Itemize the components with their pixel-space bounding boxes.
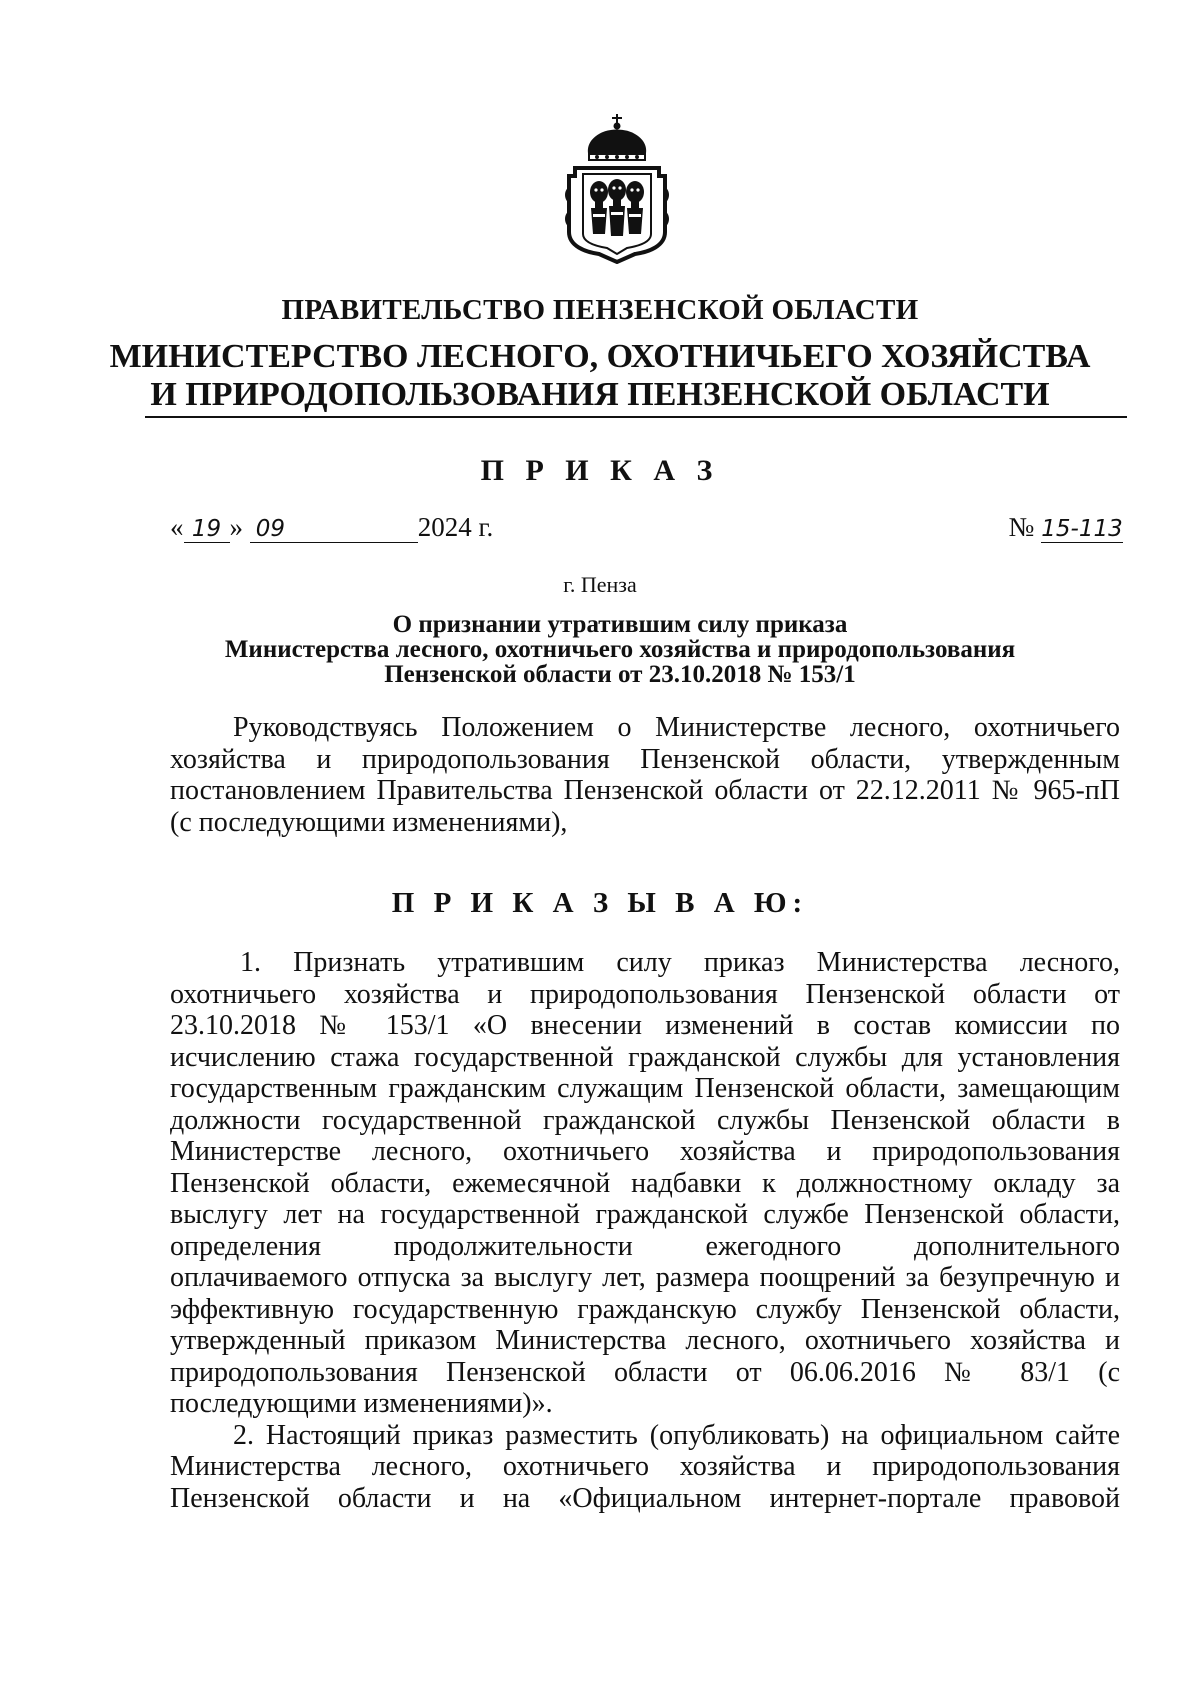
text-line: должности государственной гражданской службы Пензенской области в — [170, 1104, 1120, 1136]
text-line: (с последующими изменениями), — [170, 806, 568, 838]
text-line: природопользования Пензенской области от 06.06.2016 № 83/1 (с — [170, 1356, 1120, 1388]
text-line: утвержденный приказом Министерства лесного, охотничьего хозяйства и — [170, 1325, 1120, 1356]
ministry-name-line2: И ПРИРОДОПОЛЬЗОВАНИЯ ПЕНЗЕНСКОЙ ОБЛАСТИ — [150, 376, 1050, 413]
text-line: Министерства лесного, охотничьего хозяйства и природопользования — [170, 1451, 1120, 1482]
text-line: постановлением Правительства Пензенской области от 22.12.2011 № 965-пП — [170, 775, 1120, 806]
penza-coat-of-arms-icon — [565, 112, 670, 264]
text-line: последующими изменениями)». — [170, 1388, 553, 1419]
text-line: 1. Признать утратившим силу приказ Министерства лесного, — [240, 947, 1120, 978]
header-divider — [145, 416, 1127, 418]
text-line: исчислению стажа государственной гражданской службы для установления — [170, 1041, 1120, 1073]
number-value: 15-113 — [1041, 516, 1123, 542]
document-type: П Р И К А З — [480, 454, 720, 487]
order-item-1 — [170, 947, 1120, 1420]
order-items — [170, 947, 1120, 1514]
date-day: 19 — [184, 516, 230, 543]
text-line: Руководствуясь Положением о Министерстве лесного, охотничьего — [233, 712, 1120, 743]
text-line: государственным гражданским служащим Пензенской области, замещающим — [170, 1073, 1120, 1104]
subject-line: Министерства лесного, охотничьего хозяйства и природопользования — [224, 636, 1016, 663]
city: г. Пенза — [563, 572, 637, 597]
text-line: хозяйства и природопользования Пензенской области, утвержденным — [170, 743, 1120, 775]
order-heading: П Р И К А З Ы В А Ю: — [391, 887, 809, 919]
date-quote-open: « — [170, 512, 184, 542]
text-line: определения продолжительности ежегодного дополнительного — [170, 1230, 1120, 1262]
text-line: Министерстве лесного, охотничьего хозяйства и природопользования — [170, 1136, 1120, 1167]
text-line: 2. Настоящий приказ разместить (опубликовать) на официальном сайте — [233, 1419, 1120, 1451]
ministry-name-line1: МИНИСТЕРСТВО ЛЕСНОГО, ОХОТНИЧЬЕГО ХОЗЯЙСТВА — [109, 338, 1091, 375]
text-line: оплачиваемого отпуска за выслугу лет, размера поощрений за безупречную и — [170, 1262, 1120, 1293]
text-line: 23.10.2018 № 153/1 «О внесении изменений в состав комиссии по — [170, 1010, 1120, 1041]
document-number — [1008, 512, 1123, 543]
subject-line: О признании утратившим силу приказа — [392, 611, 848, 638]
order-item-2 — [170, 1420, 1120, 1515]
government-name: ПРАВИТЕЛЬСТВО ПЕНЗЕНСКОЙ ОБЛАСТИ — [281, 294, 919, 326]
document-subject — [150, 612, 1090, 687]
date-quote-close: » — [229, 512, 243, 542]
document-date — [170, 512, 493, 543]
text-line: охотничьего хозяйства и природопользования Пензенской области от — [170, 978, 1120, 1010]
text-line: Пензенской области, ежемесячной надбавки к должностному окладу за — [170, 1167, 1120, 1199]
preamble-paragraph — [170, 712, 1120, 838]
date-year: 2024 г. — [417, 512, 494, 542]
subject-line: Пензенской области от 23.10.2018 № 153/1 — [384, 661, 856, 688]
text-line: выслугу лет на государственной гражданской службе Пензенской области, — [170, 1199, 1120, 1230]
text-line: эффективную государственную гражданскую службу Пензенской области, — [170, 1293, 1120, 1325]
number-label: № — [1008, 512, 1035, 542]
date-month: 09 — [250, 516, 418, 543]
text-line: Пензенской области и на «Официальном интернет-портале правовой — [170, 1482, 1120, 1514]
